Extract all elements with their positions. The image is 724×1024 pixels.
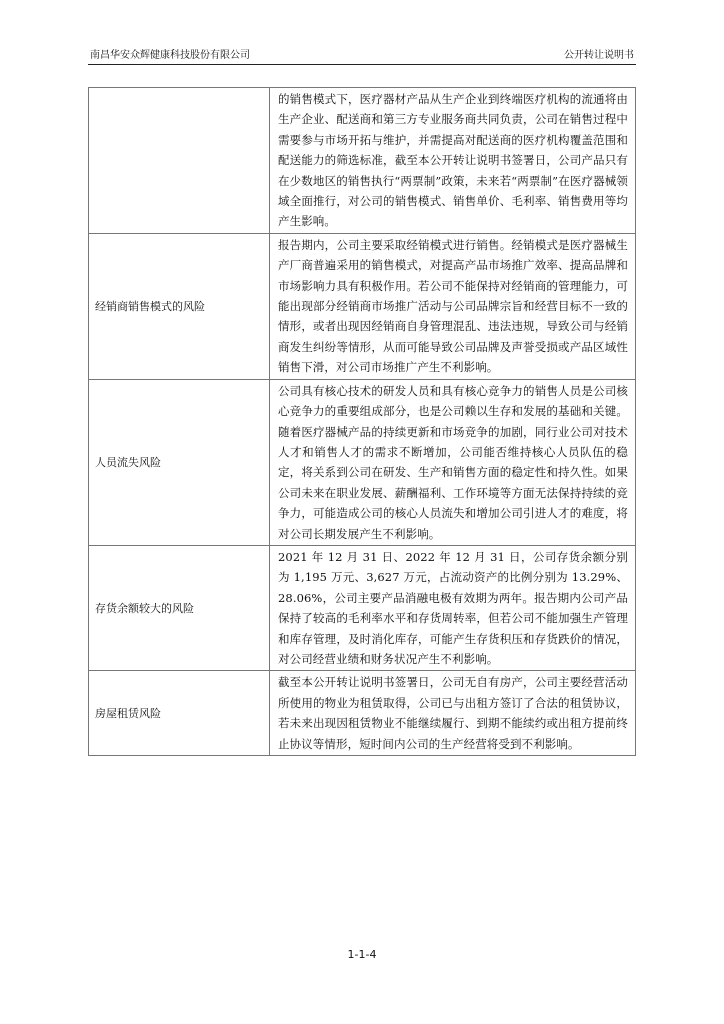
- risk-name-cell: 存货余额较大的风险: [89, 545, 270, 670]
- risk-name-cell: 经销商销售模式的风险: [89, 233, 270, 379]
- table-row: [89, 671, 636, 756]
- table-row: [89, 545, 636, 670]
- risk-name-cell: [89, 88, 270, 234]
- risk-name-cell: 房屋租赁风险: [89, 671, 270, 756]
- page-header: [88, 48, 636, 65]
- risk-description-cell: 公司具有核心技术的研发人员和具有核心竞争力的销售人员是公司核心竞争力的重要组成部分，也是公司赖以生存和发展的基础和关键。随着医疗器械产品的持续更新和市场竞争的加剧，同行业公司对技术人才和销售人才的需求不断增加，公司能否维持核心人员队伍的稳定，将关系到公司在研发、生产和销售方面的稳定性和持久性。如果公司未来在职业发展、薪酬福利、工作环境等方面无法保持持续的竞争力，可能造成公司的核心人员流失和增加公司引进人才的难度，将对公司长期发展产生不利影响。: [270, 379, 636, 545]
- table-row: [89, 88, 636, 234]
- risk-description-cell: 截至本公开转让说明书签署日，公司无自有房产，公司主要经营活动所使用的物业为租赁取得，公司已与出租方签订了合法的租赁协议，若未来出现因租赁物业不能继续履行、到期不能续约或出租方提前终止协议等情形，短时间内公司的生产经营将受到不利影响。: [270, 671, 636, 756]
- risk-description-cell: 报告期内，公司主要采取经销模式进行销售。经销模式是医疗器械生产厂商普遍采用的销售模式，对提高产品市场推广效率、提高品牌和市场影响力具有积极作用。若公司不能保持对经销商的管理能力，可能出现部分经销商市场推广活动与公司品牌宗旨和经营目标不一致的情形，或者出现因经销商自身管理混乱、违法违规，导致公司与经销商发生纠纷等情形，从而可能导致公司品牌及声誉受损或产品区域性销售下滑，对公司市场推广产生不利影响。: [270, 233, 636, 379]
- risk-description-cell: 2021 年 12 月 31 日、2022 年 12 月 31 日，公司存货余额分别为 1,195 万元、3,627 万元，占流动资产的比例分别为 13.29%、28.06%，公司主要产品消融电极有效期为两年。报告期内公司产品保持了较高的毛利率水平和存货周转率，但若公司不能加强生产管理和库存管理，及时消化库存，可能产生存货积压和存货跌价的情况，对公司经营业绩和财务状况产生不利影响。: [270, 545, 636, 670]
- table-row: [89, 379, 636, 545]
- risk-description-cell: 的销售模式下，医疗器材产品从生产企业到终端医疗机构的流通将由生产企业、配送商和第三方专业服务商共同负责，公司在销售过程中需要参与市场开拓与维护，并需提高对配送商的医疗机构覆盖范围和配送能力的筛选标准，截至本公开转让说明书签署日，公司产品只有在少数地区的销售执行“两票制”政策，未来若“两票制”在医疗器械领域全面推行，对公司的销售模式、销售单价、毛利率、销售费用等均产生影响。: [270, 88, 636, 234]
- table-row: [89, 233, 636, 379]
- page-number: 1-1-4: [347, 948, 377, 961]
- company-name: 南昌华安众辉健康科技股份有限公司: [90, 50, 250, 61]
- risk-table: [88, 87, 636, 756]
- risk-name-cell: 人员流失风险: [89, 379, 270, 545]
- document-type: 公开转让说明书: [564, 50, 634, 61]
